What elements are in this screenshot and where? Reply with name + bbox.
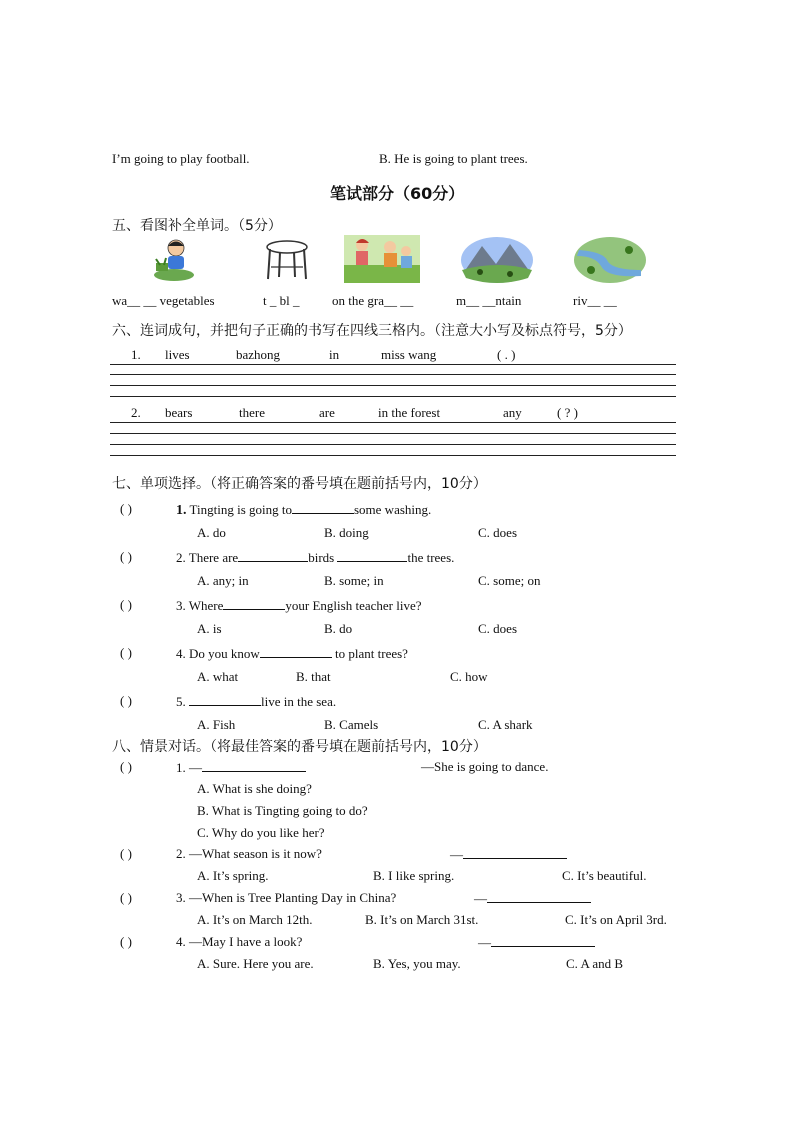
answer-bracket[interactable]: ( ) — [120, 597, 132, 612]
table-image — [262, 237, 312, 283]
word-blank-1: wa__ __ vegetables — [112, 293, 215, 308]
option: C. A shark — [478, 717, 533, 732]
word-blank-3: on the gra__ __ — [332, 293, 414, 308]
word-blank-2: t _ bl _ — [263, 293, 300, 308]
option: B. Yes, you may. — [373, 956, 461, 971]
option: B. I like spring. — [373, 868, 455, 883]
option: A. is — [197, 621, 222, 636]
q7-stem: some washing. — [353, 502, 432, 517]
section-5-heading: 五、看图补全单词。（5分） — [112, 218, 282, 234]
q7-number: 3. — [176, 598, 186, 613]
option: C. A and B — [566, 956, 624, 971]
dialogue-right: —She is going to dance. — [421, 759, 549, 774]
option: B. It’s on March 31st. — [365, 912, 479, 927]
answer-blank[interactable] — [260, 645, 332, 658]
q6-1-word: ( . ) — [497, 347, 516, 362]
q7-stem: Do you know — [189, 646, 260, 661]
q7-stem: There are — [188, 550, 239, 565]
q6-2-word: bears — [165, 405, 193, 420]
answer-bracket[interactable]: ( ) — [120, 693, 132, 708]
q7-stem: your English teacher live? — [285, 598, 422, 613]
q6-2-word: any — [503, 405, 522, 420]
answer-bracket[interactable]: ( ) — [120, 890, 132, 905]
q7-stem: the trees. — [407, 550, 455, 565]
q7-question — [176, 501, 431, 519]
answer-blank[interactable] — [491, 934, 595, 947]
q6-1-word: lives — [165, 347, 190, 362]
q7-stem: birds — [308, 550, 335, 565]
answer-bracket[interactable]: ( ) — [120, 501, 132, 516]
answer-bracket[interactable]: ( ) — [120, 645, 132, 660]
mountain-image — [460, 236, 534, 284]
q7-question — [176, 645, 408, 662]
q7-number: 2. — [176, 550, 186, 565]
written-part-title: 笔试部分（60分） — [330, 184, 465, 203]
option: A. what — [197, 669, 239, 684]
q6-2-word: ( ? ) — [557, 405, 578, 420]
writing-line — [110, 396, 676, 397]
writing-line — [110, 422, 676, 423]
answer-blank[interactable] — [189, 693, 261, 706]
q7-question — [176, 549, 454, 566]
writing-line — [110, 385, 676, 386]
option: C. does — [478, 525, 517, 540]
section-6-heading: 六、连词成句，并把句子正确的书写在四线三格内。（注意大小写及标点符号，5分） — [112, 323, 632, 339]
children-on-grass-image — [344, 235, 420, 283]
answer-blank[interactable] — [202, 759, 306, 772]
option: B. Camels — [324, 717, 379, 732]
answer-blank[interactable] — [292, 501, 354, 514]
dash: — — [474, 891, 487, 906]
writing-line — [110, 364, 676, 365]
option: C. Why do you like her? — [197, 825, 325, 840]
answer-blank[interactable] — [337, 549, 407, 562]
q7-number: 4. — [176, 646, 186, 661]
dialogue-question — [176, 846, 322, 862]
option: A. any; in — [197, 573, 249, 588]
option: B. some; in — [324, 573, 384, 588]
answer-bracket[interactable]: ( ) — [120, 549, 132, 564]
dialogue-left: — — [189, 760, 202, 775]
dialogue-right — [450, 846, 567, 863]
q8-number: 4. — [176, 934, 186, 949]
q8-number: 3. — [176, 890, 186, 905]
dialogue-left: —What season is it now? — [189, 846, 322, 861]
dialogue-left: —When is Tree Planting Day in China? — [189, 890, 397, 905]
river-image — [573, 236, 647, 284]
dialogue-right — [474, 890, 591, 907]
option: C. It’s on April 3rd. — [565, 912, 667, 927]
answer-blank[interactable] — [223, 597, 285, 610]
option: B. do — [324, 621, 353, 636]
q6-1-number: 1. — [131, 347, 141, 362]
writing-line — [110, 455, 676, 456]
section-8-heading: 八、情景对话。（将最佳答案的番号填在题前括号内，10分） — [112, 739, 487, 755]
q6-1-word: in — [329, 347, 340, 362]
option: A. It’s on March 12th. — [197, 912, 313, 927]
q7-number: 1. — [176, 503, 187, 518]
q7-stem: Tingting is going to — [189, 502, 292, 517]
q7-stem: Where — [188, 598, 224, 613]
option: C. It’s beautiful. — [562, 868, 647, 883]
dash: — — [450, 847, 463, 862]
previous-answer-a: I’m going to play football. — [112, 151, 250, 166]
q6-2-word: there — [239, 405, 265, 420]
previous-answer-b: B. He is going to plant trees. — [379, 151, 528, 166]
q7-question — [176, 693, 336, 710]
section-7-heading: 七、单项选择。（将正确答案的番号填在题前括号内，10分） — [112, 476, 487, 492]
writing-line — [110, 433, 676, 434]
answer-bracket[interactable]: ( ) — [120, 934, 132, 949]
answer-blank[interactable] — [463, 846, 567, 859]
q7-question — [176, 597, 422, 614]
option: C. how — [450, 669, 488, 684]
boy-watering-vegetables-image — [152, 237, 196, 283]
answer-blank[interactable] — [487, 890, 591, 903]
dialogue-right — [478, 934, 595, 951]
q8-number: 1. — [176, 760, 186, 775]
q7-stem: to plant trees? — [335, 646, 408, 661]
answer-blank[interactable] — [238, 549, 308, 562]
q7-number: 5. — [176, 694, 186, 709]
q8-number: 2. — [176, 846, 186, 861]
q6-2-word: are — [319, 405, 335, 420]
q6-1-word: miss wang — [381, 347, 437, 362]
writing-line — [110, 374, 676, 375]
option: C. does — [478, 621, 517, 636]
answer-bracket[interactable]: ( ) — [120, 759, 132, 774]
option: B. doing — [324, 525, 369, 540]
q6-2-word: in the forest — [378, 405, 441, 420]
dialogue-left: —May I have a look? — [189, 934, 303, 949]
word-blank-5: riv__ __ — [573, 293, 617, 308]
writing-line — [110, 444, 676, 445]
q6-1-word: bazhong — [236, 347, 281, 362]
option: A. Sure. Here you are. — [197, 956, 314, 971]
word-blank-4: m__ __ntain — [456, 293, 522, 308]
option: C. some; on — [478, 573, 541, 588]
dialogue-question — [176, 759, 306, 776]
option: A. It’s spring. — [197, 868, 269, 883]
dialogue-question — [176, 934, 302, 950]
option: B. that — [296, 669, 331, 684]
option: A. do — [197, 525, 226, 540]
q7-stem: live in the sea. — [261, 694, 337, 709]
answer-bracket[interactable]: ( ) — [120, 846, 132, 861]
option: A. Fish — [197, 717, 236, 732]
q6-2-number: 2. — [131, 405, 141, 420]
option: A. What is she doing? — [197, 781, 312, 796]
dialogue-question — [176, 890, 396, 906]
dash: — — [478, 935, 491, 950]
option: B. What is Tingting going to do? — [197, 803, 368, 818]
